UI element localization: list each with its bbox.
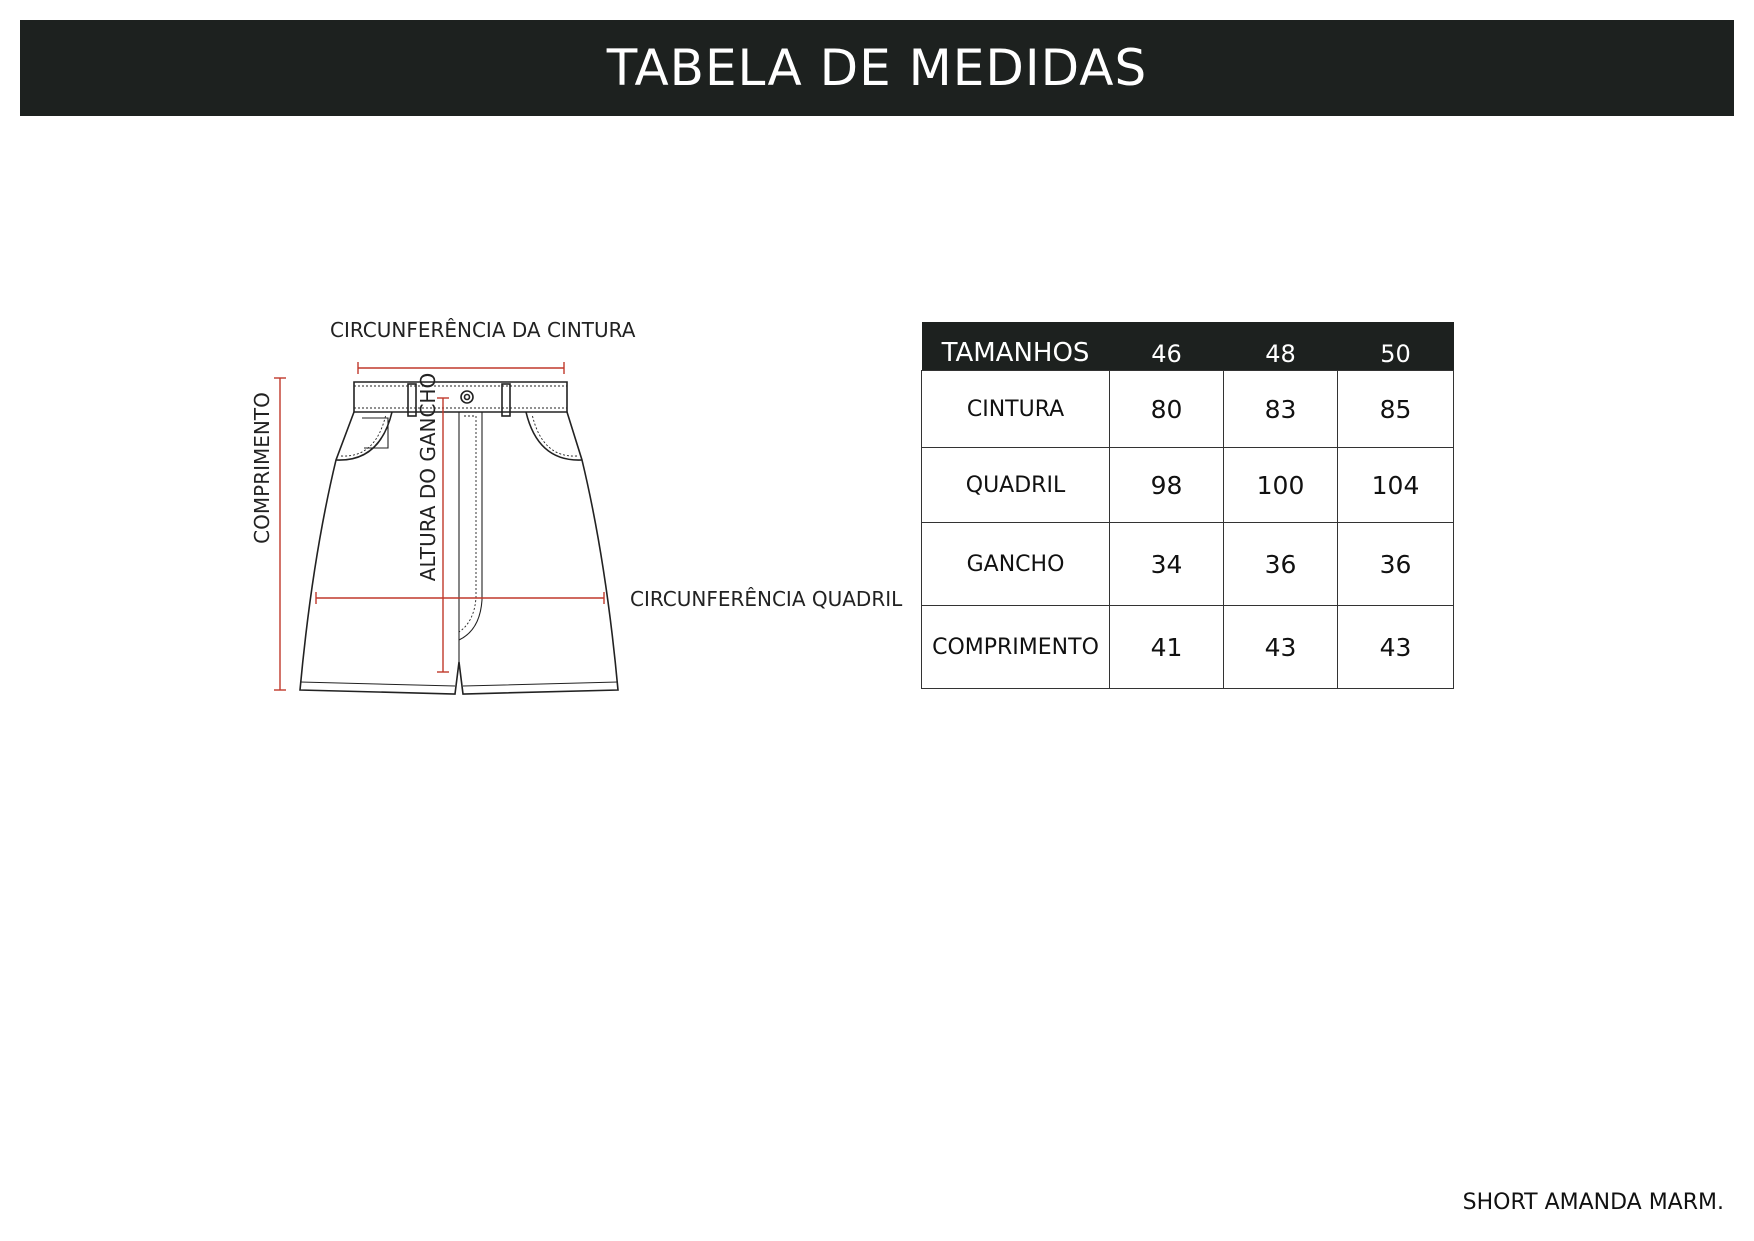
row-label: COMPRIMENTO <box>922 606 1110 689</box>
row-label: QUADRIL <box>922 448 1110 523</box>
table-cell: 36 <box>1338 523 1454 606</box>
table-row <box>922 523 1454 606</box>
table-cell: 36 <box>1224 523 1338 606</box>
fly <box>459 412 482 640</box>
table-cell: 43 <box>1224 606 1338 689</box>
label-length: COMPRIMENTO <box>250 392 274 544</box>
size-header: 48 <box>1224 322 1338 371</box>
table-cell: 104 <box>1338 448 1454 523</box>
label-rise: ALTURA DO GANCHO <box>416 372 440 582</box>
table-row <box>922 371 1454 448</box>
shorts-diagram <box>230 300 903 720</box>
label-hip: CIRCUNFERÊNCIA QUADRIL <box>630 587 903 611</box>
table-cell: 34 <box>1110 523 1224 606</box>
label-waist: CIRCUNFERÊNCIA DA CINTURA <box>330 318 636 342</box>
table-cell: 100 <box>1224 448 1338 523</box>
table-cell: 80 <box>1110 371 1224 448</box>
table-row <box>922 606 1454 689</box>
table-row <box>922 448 1454 523</box>
header-label: TAMANHOS <box>922 322 1110 371</box>
table-cell: 85 <box>1338 371 1454 448</box>
header-bar <box>20 20 1734 116</box>
size-header: 46 <box>1110 322 1224 371</box>
table-cell: 98 <box>1110 448 1224 523</box>
size-header: 50 <box>1338 322 1454 371</box>
button <box>461 391 473 403</box>
table-cell: 41 <box>1110 606 1224 689</box>
size-table-header <box>922 322 1454 371</box>
page-title: TABELA DE MEDIDAS <box>606 39 1148 97</box>
pocket-right <box>526 412 582 460</box>
row-label: GANCHO <box>922 523 1110 606</box>
shorts-illustration <box>230 300 880 720</box>
size-table <box>921 322 1454 689</box>
row-label: CINTURA <box>922 371 1110 448</box>
product-name: SHORT AMANDA MARM. <box>1462 1190 1724 1215</box>
table-cell: 83 <box>1224 371 1338 448</box>
table-cell: 43 <box>1338 606 1454 689</box>
